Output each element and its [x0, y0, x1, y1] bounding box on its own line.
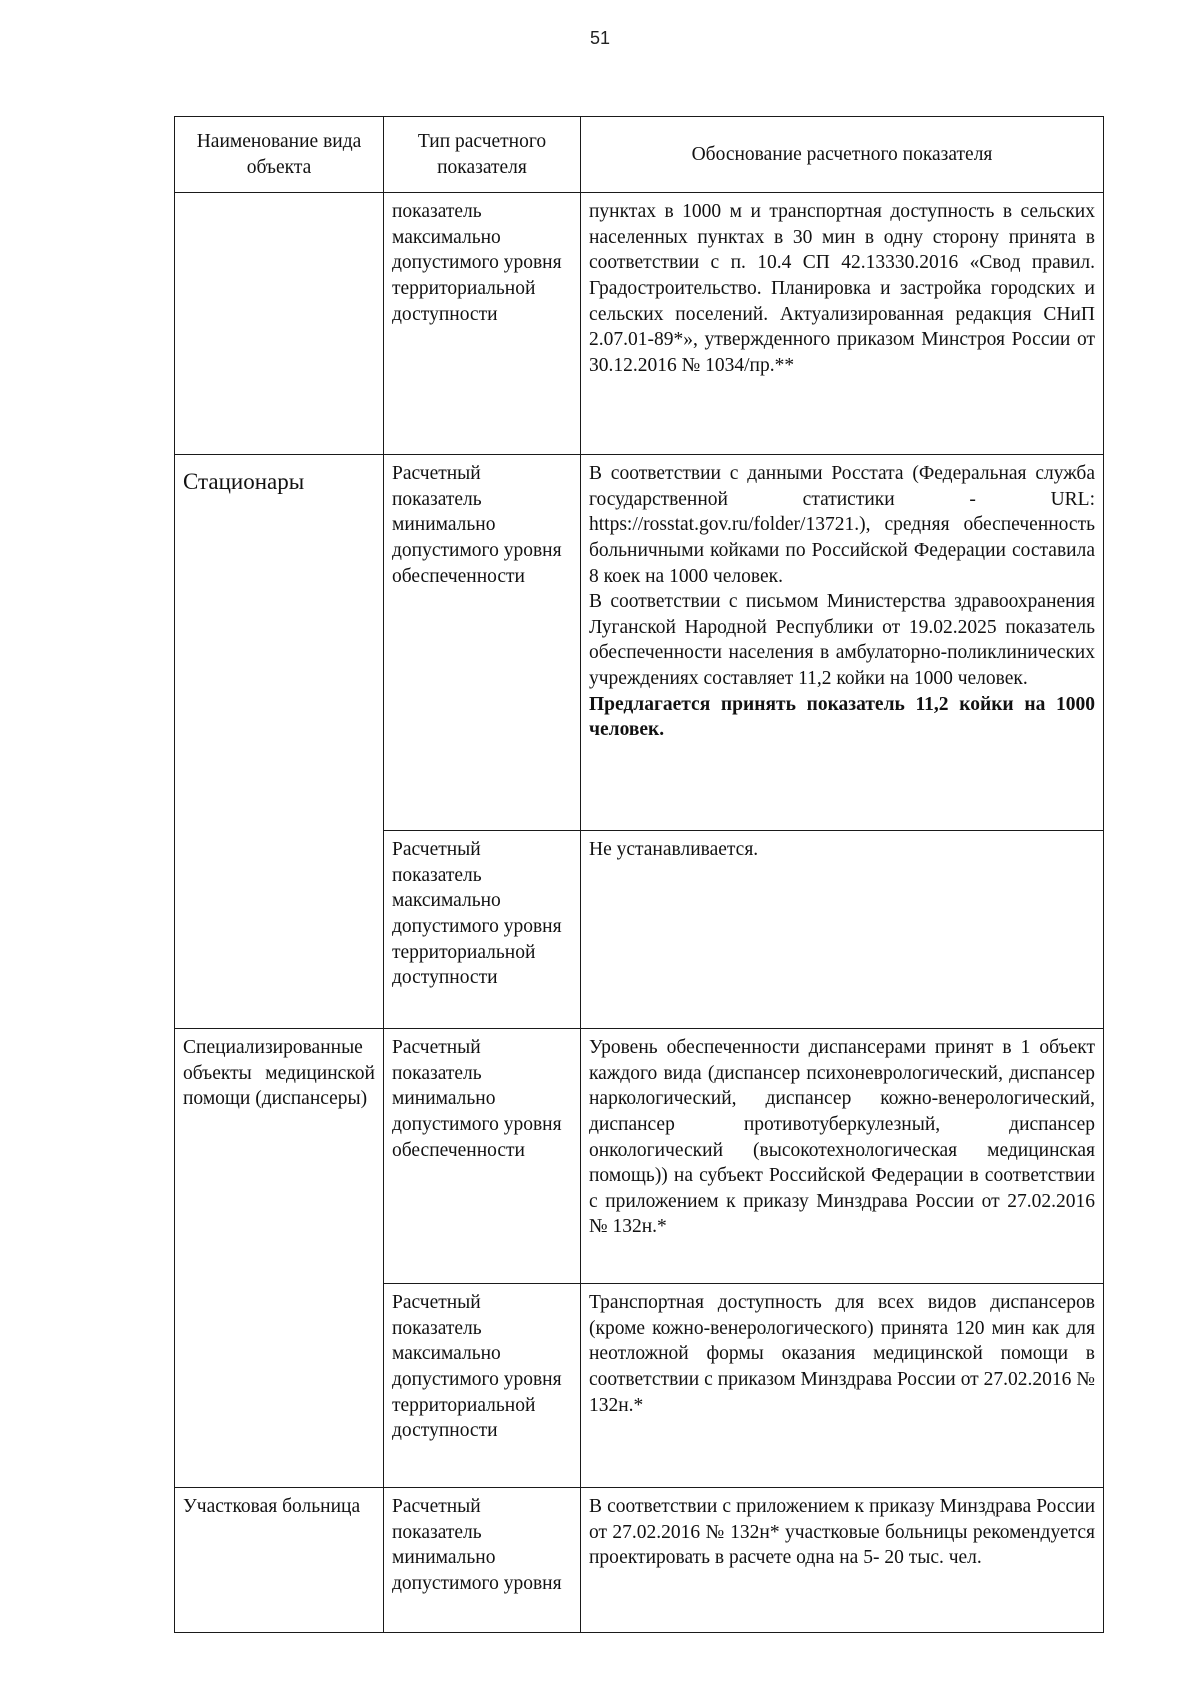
indicator-type-cell: Расчетный показатель минимально допустимого уровня: [384, 1488, 581, 1633]
proposal-text: Предлагается принять показатель 11,2 койки на 1000 человек.: [589, 693, 1095, 741]
header-justification: Обоснование расчетного показателя: [581, 117, 1104, 193]
object-name-dispensaries: Специализированные объекты медицинской помощи (диспансеры): [175, 1029, 384, 1488]
justification-paragraph: В соответствии с письмом Министерства здравоохранения Луганской Народной Республики от 19.02.2025 показатель обеспеченности населения в амбулаторно-поликлинических учреждениях составляет 11,2 койки на 1000 человек.: [589, 591, 1095, 689]
header-indicator-type: Тип расчетного показателя: [384, 117, 581, 193]
indicator-type-cell: Расчетный показатель минимально допустимого уровня обеспеченности: [384, 1029, 581, 1284]
justification-cell: Не устанавливается.: [581, 831, 1104, 1029]
object-name-cell: [175, 455, 384, 1029]
object-name-district-hospital: Участковая больница: [175, 1488, 384, 1633]
table-row: [175, 455, 1104, 831]
table-row: [175, 1488, 1104, 1633]
indicator-type-cell: Расчетный показатель максимально допустимого уровня территориальной доступности: [384, 831, 581, 1029]
header-object-name: Наименование вида объекта: [175, 117, 384, 193]
table-row: [175, 193, 1104, 455]
continuation-name-cell: [175, 193, 384, 455]
object-name-hospitals: Стационары: [183, 469, 305, 495]
justification-cell: В соответствии с приложением к приказу Минздрава России от 27.02.2016 № 132н* участковые больницы рекомендуется проектировать в расчете одна на 5- 20 тыс. чел.: [581, 1488, 1104, 1633]
indicator-type-cell: показатель максимально допустимого уровня территориальной доступности: [384, 193, 581, 455]
justification-paragraph: В соответствии с данными Росстата (Федеральная служба государственной статистики - URL: https://rosstat.gov.ru/folder/13721.), средняя обеспеченность больничными койками по Российской Федерации составила 8 коек на 1000 человек.: [589, 463, 1095, 587]
justification-cell: пунктах в 1000 м и транспортная доступность в сельских населенных пунктах в 30 мин в одну сторону принята в соответствии с п. 10.4 СП 42.13330.2016 «Свод правил. Градостроительство. Планировка и застройка городских и сельских поселений. Актуализированная редакция СНиП 2.07.01-89*», утвержденного приказом Минстроя России от 30.12.2016 № 1034/пр.**: [581, 193, 1104, 455]
table-header-row: [175, 117, 1104, 193]
indicator-type-cell: Расчетный показатель максимально допустимого уровня территориальной доступности: [384, 1284, 581, 1488]
indicator-type-cell: Расчетный показатель минимально допустимого уровня обеспеченности: [384, 455, 581, 831]
table-row: [175, 1029, 1104, 1284]
justification-cell: Уровень обеспеченности диспансерами принят в 1 объект каждого вида (диспансер психоневрологический, диспансер наркологический, диспансер кожно-венерологический, диспансер противотуберкулезный, диспансер онкологический (высокотехнологическая медицинская помощь)) на субъект Российской Федерации в соответствии с приложением к приказу Минздрава России от 27.02.2016 № 132н.*: [581, 1029, 1104, 1284]
page-number: 51: [589, 28, 611, 48]
justification-cell: Транспортная доступность для всех видов диспансеров (кроме кожно-венерологического) принята 120 мин как для неотложной формы оказания медицинской помощи в соответствии с приказом Минздрава России от 27.02.2016 № 132н.*: [581, 1284, 1104, 1488]
justification-cell: [581, 455, 1104, 831]
indicators-table: [174, 116, 1104, 1633]
